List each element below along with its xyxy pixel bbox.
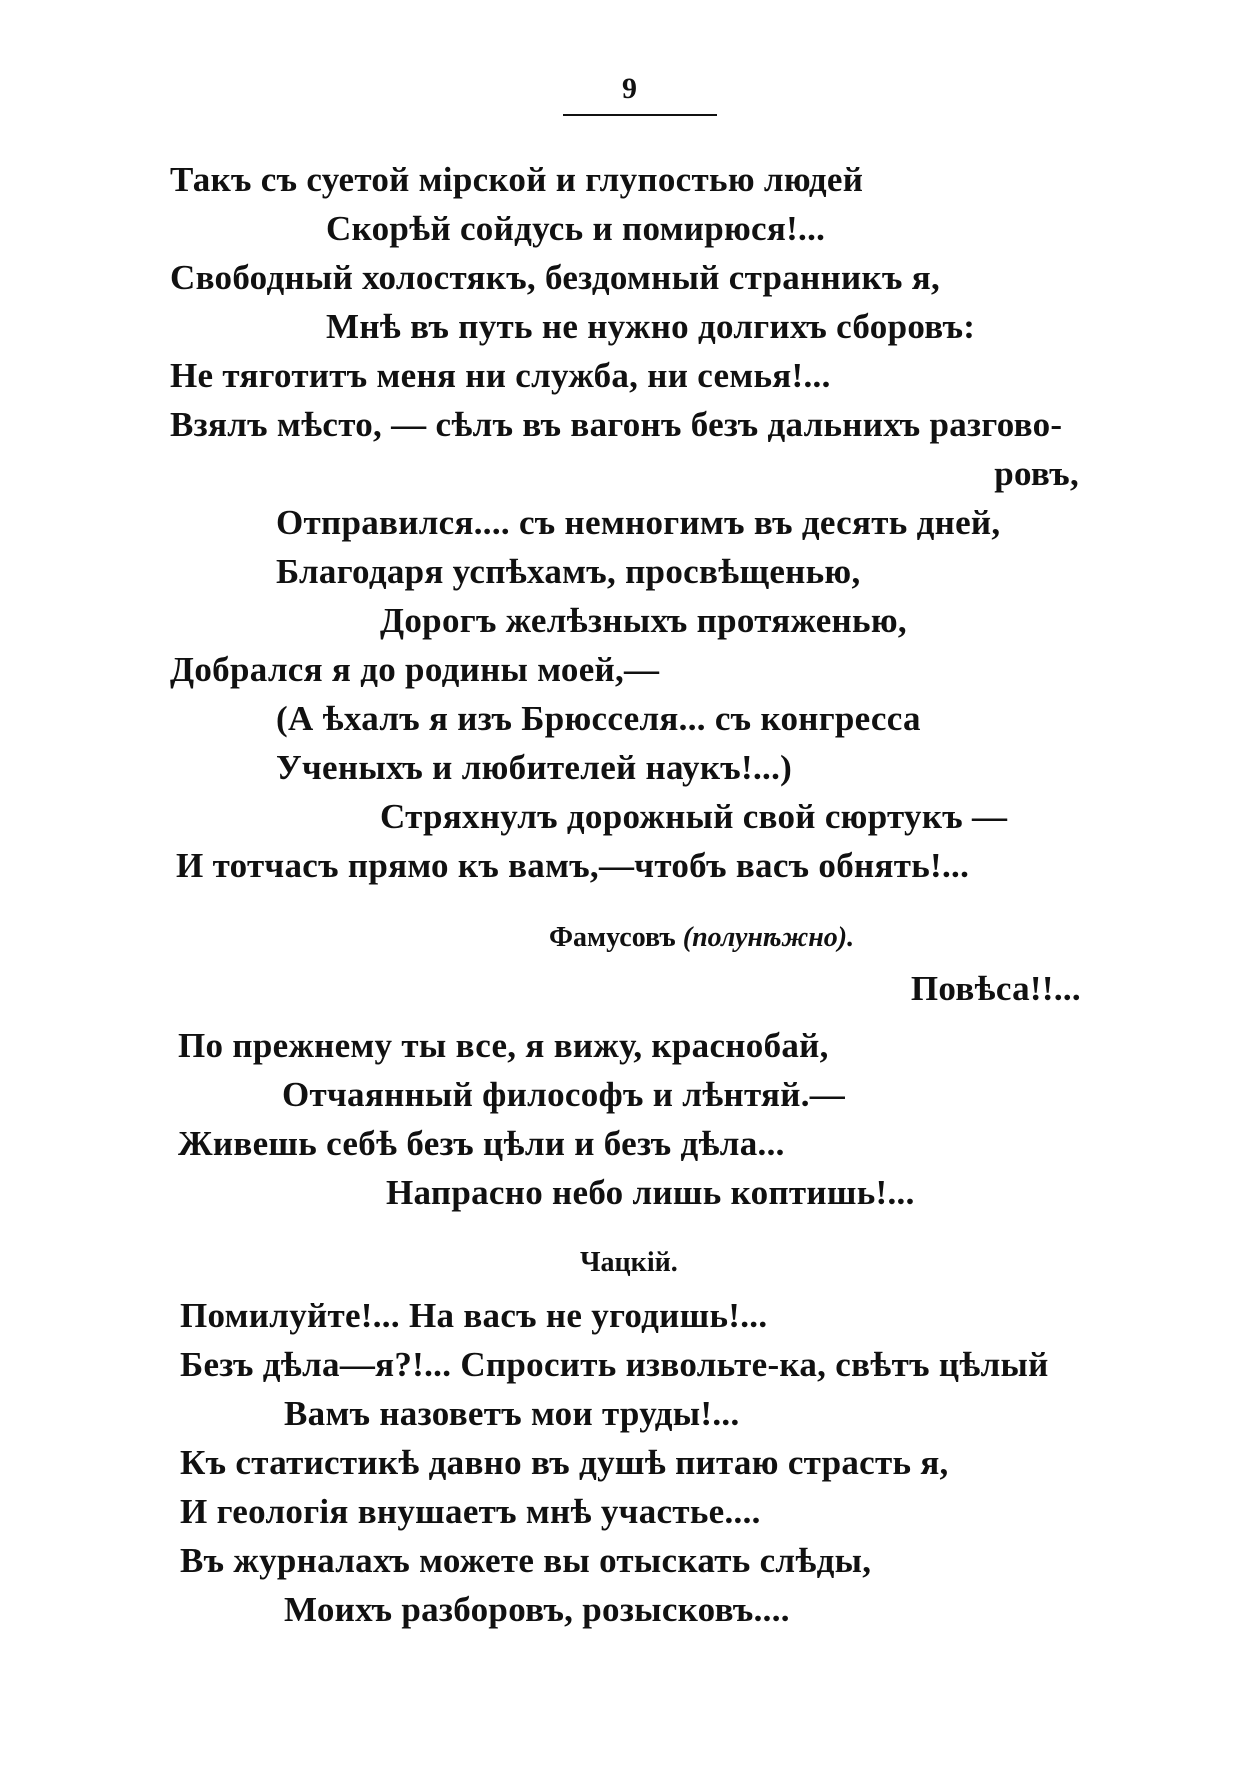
- verse-line: Напрасно небо лишь коптишь!...: [386, 1173, 915, 1212]
- verse-line: Вамъ назоветъ мои труды!...: [284, 1394, 740, 1433]
- verse-line: Отправился.... съ немногимъ въ десять дней,: [276, 503, 1001, 542]
- verse-line: Къ статистикѣ давно въ душѣ питаю страсть я,: [180, 1443, 949, 1482]
- speaker-heading: [549, 921, 854, 955]
- verse-line: Скорѣй сойдусь и помирюся!...: [326, 209, 826, 248]
- verse-line: Отчаянный философъ и лѣнтяй.—: [282, 1075, 846, 1114]
- verse-line: (А ѣхалъ я изъ Брюсселя... съ конгресса: [276, 699, 921, 738]
- verse-line: Живешь себѣ безъ цѣли и безъ дѣла...: [178, 1124, 785, 1163]
- verse-line: Моихъ разборовъ, розысковъ....: [284, 1590, 790, 1629]
- page-number: 9: [622, 72, 637, 105]
- verse-line: Взялъ мѣсто, — сѣлъ въ вагонъ безъ дальнихъ разгово-: [170, 405, 1063, 444]
- page-number-rule: [563, 114, 717, 116]
- verse-line: Безъ дѣла—я?!... Спросить извольте-ка, свѣтъ цѣлый: [180, 1345, 1049, 1384]
- verse-line: И тотчасъ прямо къ вамъ,—чтобъ васъ обнять!...: [176, 846, 970, 885]
- verse-line: Благодаря успѣхамъ, просвѣщенью,: [276, 552, 861, 591]
- verse-line: Ученыхъ и любителей наукъ!...): [276, 748, 793, 787]
- speaker-name: Чацкій.: [580, 1247, 678, 1278]
- verse-line: Добрался я до родины моей,—: [170, 650, 660, 689]
- verse-line: Не тяготитъ меня ни служба, ни семья!...: [170, 356, 831, 395]
- speaker-heading: [580, 1246, 678, 1280]
- verse-line: Дорогъ желѣзныхъ протяженью,: [380, 601, 907, 640]
- verse-line: Повѣса!!...: [910, 969, 1081, 1008]
- verse-line: Свободный холостякъ, бездомный странникъ я,: [170, 258, 941, 297]
- verse-line: ровъ,: [994, 454, 1079, 493]
- verse-line: Такъ съ суетой мірской и глупостью людей: [170, 160, 864, 199]
- verse-line: Мнѣ въ путь не нужно долгихъ сборовъ:: [326, 307, 976, 346]
- verse-line: Стряхнулъ дорожный свой сюртукъ —: [380, 797, 1008, 836]
- verse-line: И геологія внушаетъ мнѣ участье....: [180, 1492, 761, 1531]
- verse-line: Въ журналахъ можете вы отыскать слѣды,: [180, 1541, 872, 1580]
- stage-direction: (полунѣжно).: [682, 922, 855, 953]
- verse-line: Помилуйте!... На васъ не угодишь!...: [180, 1296, 768, 1335]
- speaker-name: Фамусовъ: [549, 922, 676, 953]
- verse-line: По прежнему ты все, я вижу, краснобай,: [178, 1026, 829, 1065]
